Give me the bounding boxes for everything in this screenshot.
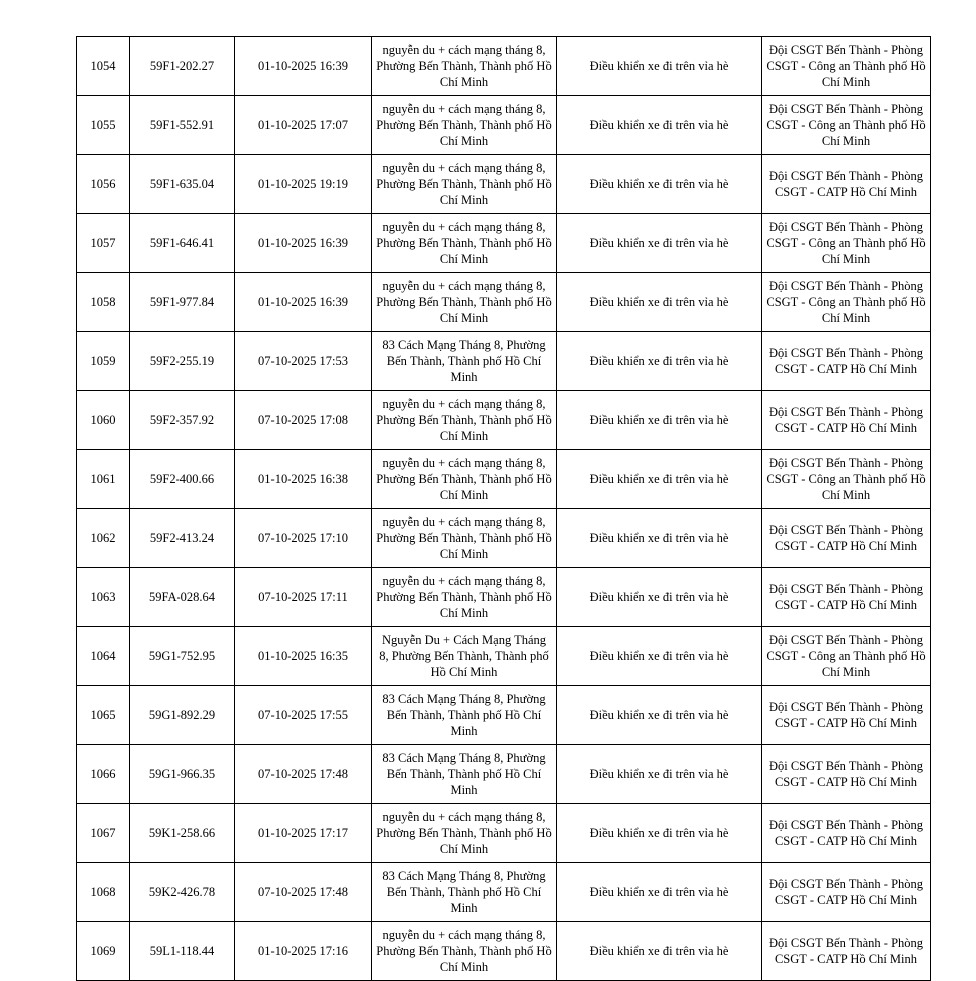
cell-unit: Đội CSGT Bến Thành - Phòng CSGT - CATP Hồ Chí Minh [762,332,931,391]
cell-location: nguyễn du + cách mạng tháng 8, Phường Bến Thành, Thành phố Hồ Chí Minh [372,155,557,214]
cell-time: 07-10-2025 17:55 [235,686,372,745]
cell-unit: Đội CSGT Bến Thành - Phòng CSGT - Công an Thành phố Hồ Chí Minh [762,450,931,509]
cell-unit: Đội CSGT Bến Thành - Phòng CSGT - CATP Hồ Chí Minh [762,863,931,922]
cell-behavior: Điều khiển xe đi trên vỉa hè [557,391,762,450]
table-row [77,863,931,922]
cell-location: nguyễn du + cách mạng tháng 8, Phường Bến Thành, Thành phố Hồ Chí Minh [372,273,557,332]
table-row [77,391,931,450]
table-row [77,273,931,332]
cell-behavior: Điều khiển xe đi trên vỉa hè [557,922,762,981]
cell-location: nguyễn du + cách mạng tháng 8, Phường Bến Thành, Thành phố Hồ Chí Minh [372,804,557,863]
cell-index: 1062 [77,509,130,568]
cell-time: 07-10-2025 17:10 [235,509,372,568]
cell-location: Nguyễn Du + Cách Mạng Tháng 8, Phường Bến Thành, Thành phố Hồ Chí Minh [372,627,557,686]
cell-behavior: Điều khiển xe đi trên vỉa hè [557,273,762,332]
cell-time: 01-10-2025 16:39 [235,273,372,332]
cell-time: 01-10-2025 17:07 [235,96,372,155]
violation-table [76,36,931,981]
cell-location: nguyễn du + cách mạng tháng 8, Phường Bến Thành, Thành phố Hồ Chí Minh [372,509,557,568]
cell-location: 83 Cách Mạng Tháng 8, Phường Bến Thành, Thành phố Hồ Chí Minh [372,686,557,745]
cell-behavior: Điều khiển xe đi trên vỉa hè [557,37,762,96]
table-row [77,155,931,214]
cell-plate: 59K1-258.66 [130,804,235,863]
cell-time: 01-10-2025 16:39 [235,37,372,96]
cell-unit: Đội CSGT Bến Thành - Phòng CSGT - CATP Hồ Chí Minh [762,686,931,745]
cell-plate: 59K2-426.78 [130,863,235,922]
cell-unit: Đội CSGT Bến Thành - Phòng CSGT - CATP Hồ Chí Minh [762,509,931,568]
cell-index: 1055 [77,96,130,155]
cell-behavior: Điều khiển xe đi trên vỉa hè [557,745,762,804]
cell-plate: 59G1-892.29 [130,686,235,745]
cell-plate: 59L1-118.44 [130,922,235,981]
cell-index: 1063 [77,568,130,627]
cell-behavior: Điều khiển xe đi trên vỉa hè [557,155,762,214]
cell-plate: 59F1-202.27 [130,37,235,96]
cell-index: 1067 [77,804,130,863]
cell-plate: 59G1-752.95 [130,627,235,686]
cell-time: 07-10-2025 17:11 [235,568,372,627]
cell-behavior: Điều khiển xe đi trên vỉa hè [557,450,762,509]
table-row [77,686,931,745]
cell-time: 01-10-2025 17:17 [235,804,372,863]
cell-plate: 59F2-400.66 [130,450,235,509]
cell-plate: 59F2-357.92 [130,391,235,450]
table-row [77,568,931,627]
cell-location: nguyễn du + cách mạng tháng 8, Phường Bến Thành, Thành phố Hồ Chí Minh [372,96,557,155]
cell-plate: 59F2-413.24 [130,509,235,568]
cell-location: nguyễn du + cách mạng tháng 8, Phường Bến Thành, Thành phố Hồ Chí Minh [372,214,557,273]
cell-unit: Đội CSGT Bến Thành - Phòng CSGT - CATP Hồ Chí Minh [762,568,931,627]
cell-index: 1060 [77,391,130,450]
table-row [77,627,931,686]
cell-location: nguyễn du + cách mạng tháng 8, Phường Bến Thành, Thành phố Hồ Chí Minh [372,922,557,981]
cell-location: 83 Cách Mạng Tháng 8, Phường Bến Thành, Thành phố Hồ Chí Minh [372,332,557,391]
cell-unit: Đội CSGT Bến Thành - Phòng CSGT - CATP Hồ Chí Minh [762,922,931,981]
cell-behavior: Điều khiển xe đi trên vỉa hè [557,96,762,155]
cell-unit: Đội CSGT Bến Thành - Phòng CSGT - CATP Hồ Chí Minh [762,745,931,804]
cell-location: nguyễn du + cách mạng tháng 8, Phường Bến Thành, Thành phố Hồ Chí Minh [372,391,557,450]
cell-unit: Đội CSGT Bến Thành - Phòng CSGT - CATP Hồ Chí Minh [762,391,931,450]
cell-behavior: Điều khiển xe đi trên vỉa hè [557,332,762,391]
cell-plate: 59F1-552.91 [130,96,235,155]
cell-location: 83 Cách Mạng Tháng 8, Phường Bến Thành, Thành phố Hồ Chí Minh [372,863,557,922]
cell-index: 1064 [77,627,130,686]
cell-index: 1057 [77,214,130,273]
table-row [77,450,931,509]
table-row [77,509,931,568]
cell-unit: Đội CSGT Bến Thành - Phòng CSGT - Công an Thành phố Hồ Chí Minh [762,273,931,332]
cell-time: 07-10-2025 17:53 [235,332,372,391]
cell-time: 07-10-2025 17:08 [235,391,372,450]
cell-unit: Đội CSGT Bến Thành - Phòng CSGT - CATP Hồ Chí Minh [762,804,931,863]
table-row [77,332,931,391]
table-row [77,922,931,981]
cell-index: 1069 [77,922,130,981]
cell-plate: 59FA-028.64 [130,568,235,627]
table-row [77,804,931,863]
cell-time: 01-10-2025 17:16 [235,922,372,981]
cell-time: 01-10-2025 19:19 [235,155,372,214]
violation-table-body [77,37,931,981]
cell-behavior: Điều khiển xe đi trên vỉa hè [557,214,762,273]
cell-index: 1068 [77,863,130,922]
cell-unit: Đội CSGT Bến Thành - Phòng CSGT - Công an Thành phố Hồ Chí Minh [762,627,931,686]
cell-location: nguyễn du + cách mạng tháng 8, Phường Bến Thành, Thành phố Hồ Chí Minh [372,450,557,509]
cell-index: 1056 [77,155,130,214]
table-row [77,37,931,96]
cell-location: 83 Cách Mạng Tháng 8, Phường Bến Thành, Thành phố Hồ Chí Minh [372,745,557,804]
cell-index: 1066 [77,745,130,804]
cell-index: 1059 [77,332,130,391]
cell-location: nguyễn du + cách mạng tháng 8, Phường Bến Thành, Thành phố Hồ Chí Minh [372,37,557,96]
table-row [77,214,931,273]
cell-behavior: Điều khiển xe đi trên vỉa hè [557,863,762,922]
cell-index: 1058 [77,273,130,332]
cell-behavior: Điều khiển xe đi trên vỉa hè [557,627,762,686]
cell-unit: Đội CSGT Bến Thành - Phòng CSGT - Công an Thành phố Hồ Chí Minh [762,96,931,155]
cell-plate: 59G1-966.35 [130,745,235,804]
cell-time: 01-10-2025 16:38 [235,450,372,509]
cell-index: 1054 [77,37,130,96]
cell-time: 01-10-2025 16:39 [235,214,372,273]
cell-behavior: Điều khiển xe đi trên vỉa hè [557,804,762,863]
cell-unit: Đội CSGT Bến Thành - Phòng CSGT - CATP Hồ Chí Minh [762,155,931,214]
cell-time: 01-10-2025 16:35 [235,627,372,686]
cell-index: 1061 [77,450,130,509]
cell-unit: Đội CSGT Bến Thành - Phòng CSGT - Công an Thành phố Hồ Chí Minh [762,214,931,273]
cell-time: 07-10-2025 17:48 [235,863,372,922]
cell-index: 1065 [77,686,130,745]
cell-plate: 59F1-977.84 [130,273,235,332]
cell-time: 07-10-2025 17:48 [235,745,372,804]
cell-location: nguyễn du + cách mạng tháng 8, Phường Bến Thành, Thành phố Hồ Chí Minh [372,568,557,627]
cell-behavior: Điều khiển xe đi trên vỉa hè [557,686,762,745]
cell-plate: 59F1-635.04 [130,155,235,214]
table-row [77,96,931,155]
cell-behavior: Điều khiển xe đi trên vỉa hè [557,568,762,627]
cell-unit: Đội CSGT Bến Thành - Phòng CSGT - Công an Thành phố Hồ Chí Minh [762,37,931,96]
cell-plate: 59F2-255.19 [130,332,235,391]
cell-behavior: Điều khiển xe đi trên vỉa hè [557,509,762,568]
cell-plate: 59F1-646.41 [130,214,235,273]
